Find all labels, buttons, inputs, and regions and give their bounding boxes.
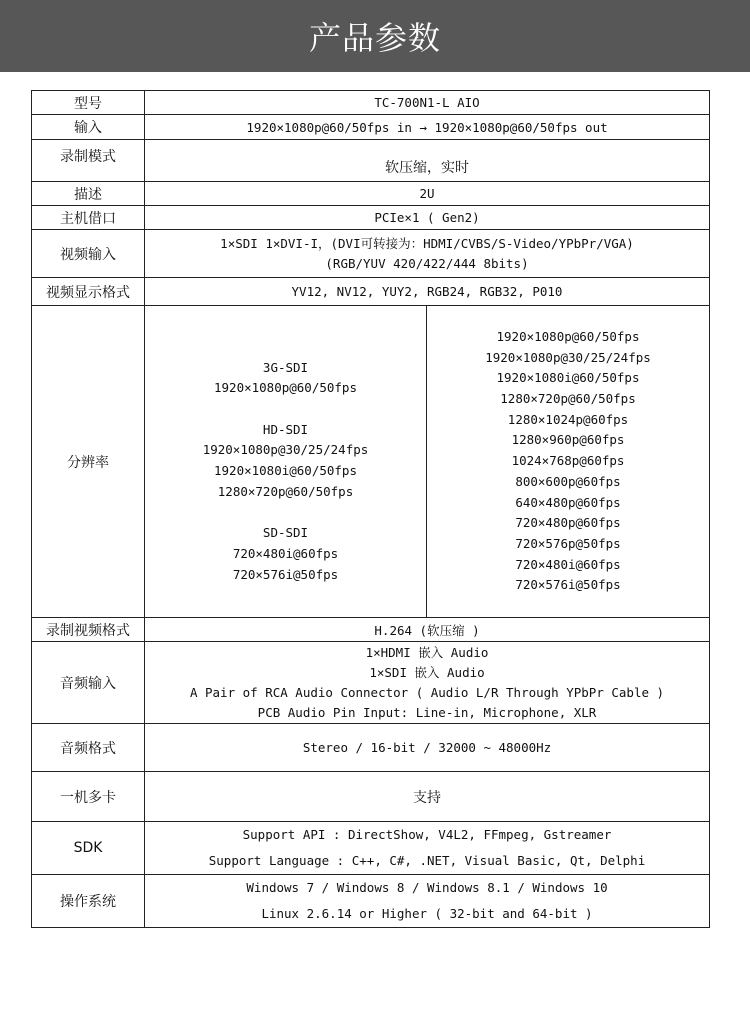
label-audio-format: 音频格式 [32,724,145,772]
resolution-item: 1920×1080i@60/50fps [214,463,357,479]
sdk-line: Support API : DirectShow, V4L2, FFmpeg, Gstreamer [242,827,612,842]
os-line: Windows 7 / Windows 8 / Windows 8.1 / Windows 10 [246,880,608,895]
label-sdk: SDK [32,822,145,875]
resolution-sdi-list [145,306,427,618]
resolution-dvi-list [427,306,710,618]
resolution-item: 720×480i@60fps [232,545,339,561]
audio-input-line: PCB Audio Pin Input: Line-in, Microphone, XLR [257,704,597,720]
label-multi-card: 一机多卡 [32,772,145,822]
row-os [32,875,710,928]
resolution-item: 800×600p@60fps [515,473,621,489]
row-record-mode [32,140,710,182]
row-video-display-format [32,278,710,306]
resolution-item: HD-SDI [262,421,309,437]
value-multi-card: 支持 [145,772,710,822]
video-input-line: (RGB/YUV 420/422/444 8bits) [325,255,529,271]
label-os: 操作系统 [32,875,145,928]
resolution-item: 640×480p@60fps [515,494,621,510]
sdk-line: Support Language : C++, C#, .NET, Visual Basic, Qt, Delphi [208,853,646,868]
row-audio-format [32,724,710,772]
value-sdk [145,822,710,875]
value-record-video-format: H.264 (软压缩 ) [145,618,710,642]
value-input: 1920×1080p@60/50fps in → 1920×1080p@60/50fps out [145,115,710,140]
value-os [145,875,710,928]
resolution-item: 1920×1080p@30/25/24fps [202,442,369,458]
resolution-item: 1920×1080p@60/50fps [496,328,640,344]
value-description: 2U [145,182,710,206]
value-audio-format: Stereo / 16-bit / 32000 ~ 48000Hz [145,724,710,772]
resolution-item: 1024×768p@60fps [511,453,625,469]
audio-input-line: A Pair of RCA Audio Connector ( Audio L/R Through YPbPr Cable ) [189,684,665,700]
row-host-interface [32,206,710,230]
os-line: Linux 2.6.14 or Higher ( 32-bit and 64-bit ) [261,906,593,921]
value-model: TC-700N1-L AIO [145,91,710,115]
value-video-input [145,230,710,278]
label-record-video-format: 录制视频格式 [32,618,145,642]
label-description: 描述 [32,182,145,206]
spec-table [31,90,710,928]
label-input: 输入 [32,115,145,140]
resolution-item: SD-SDI [262,525,309,541]
row-description [32,182,710,206]
row-multi-card [32,772,710,822]
page-header [0,0,750,72]
resolution-item [145,399,426,420]
resolution-item [145,503,426,524]
resolution-item: 1280×720p@60/50fps [217,483,354,499]
row-audio-input [32,642,710,724]
value-video-display-format: YV12, NV12, YUY2, RGB24, RGB32, P010 [145,278,710,306]
row-input [32,115,710,140]
video-input-line: 1×SDI 1×DVI-I，(DVI可转接为：HDMI/CVBS/S-Video/YPbPr/VGA) [220,235,634,251]
row-model [32,91,710,115]
row-record-video-format [32,618,710,642]
resolution-item: 3G-SDI [262,359,309,375]
row-resolution [32,306,710,618]
value-record-mode: 软压缩，实时 [145,140,710,182]
resolution-item: 1280×720p@60/50fps [500,391,636,407]
resolution-item: 720×576i@50fps [515,577,621,593]
label-host-interface: 主机借口 [32,206,145,230]
page-title: 产品参数 [308,19,441,57]
resolution-item: 720×576i@50fps [232,566,339,582]
resolution-item: 1920×1080p@60/50fps [214,380,357,396]
label-resolution: 分辨率 [32,306,145,618]
resolution-item: 720×480i@60fps [515,556,621,572]
resolution-item: 1280×960p@60fps [511,432,625,448]
label-record-mode: 录制模式 [32,140,145,182]
label-video-display-format: 视频显示格式 [32,278,145,306]
resolution-item: 720×480p@60fps [515,515,621,531]
value-host-interface: PCIe×1 ( Gen2) [145,206,710,230]
resolution-item: 1920×1080p@30/25/24fps [485,349,651,365]
resolution-item: 1920×1080i@60/50fps [496,370,640,386]
audio-input-line: 1×HDMI 嵌入 Audio [365,644,489,660]
row-video-input [32,230,710,278]
label-video-input: 视频输入 [32,230,145,278]
label-audio-input: 音频输入 [32,642,145,724]
resolution-item: 720×576p@50fps [515,535,621,551]
label-model: 型号 [32,91,145,115]
row-sdk [32,822,710,875]
resolution-item: 1280×1024p@60fps [507,411,629,427]
value-audio-input [145,642,710,724]
audio-input-line: 1×SDI 嵌入 Audio [369,664,485,680]
